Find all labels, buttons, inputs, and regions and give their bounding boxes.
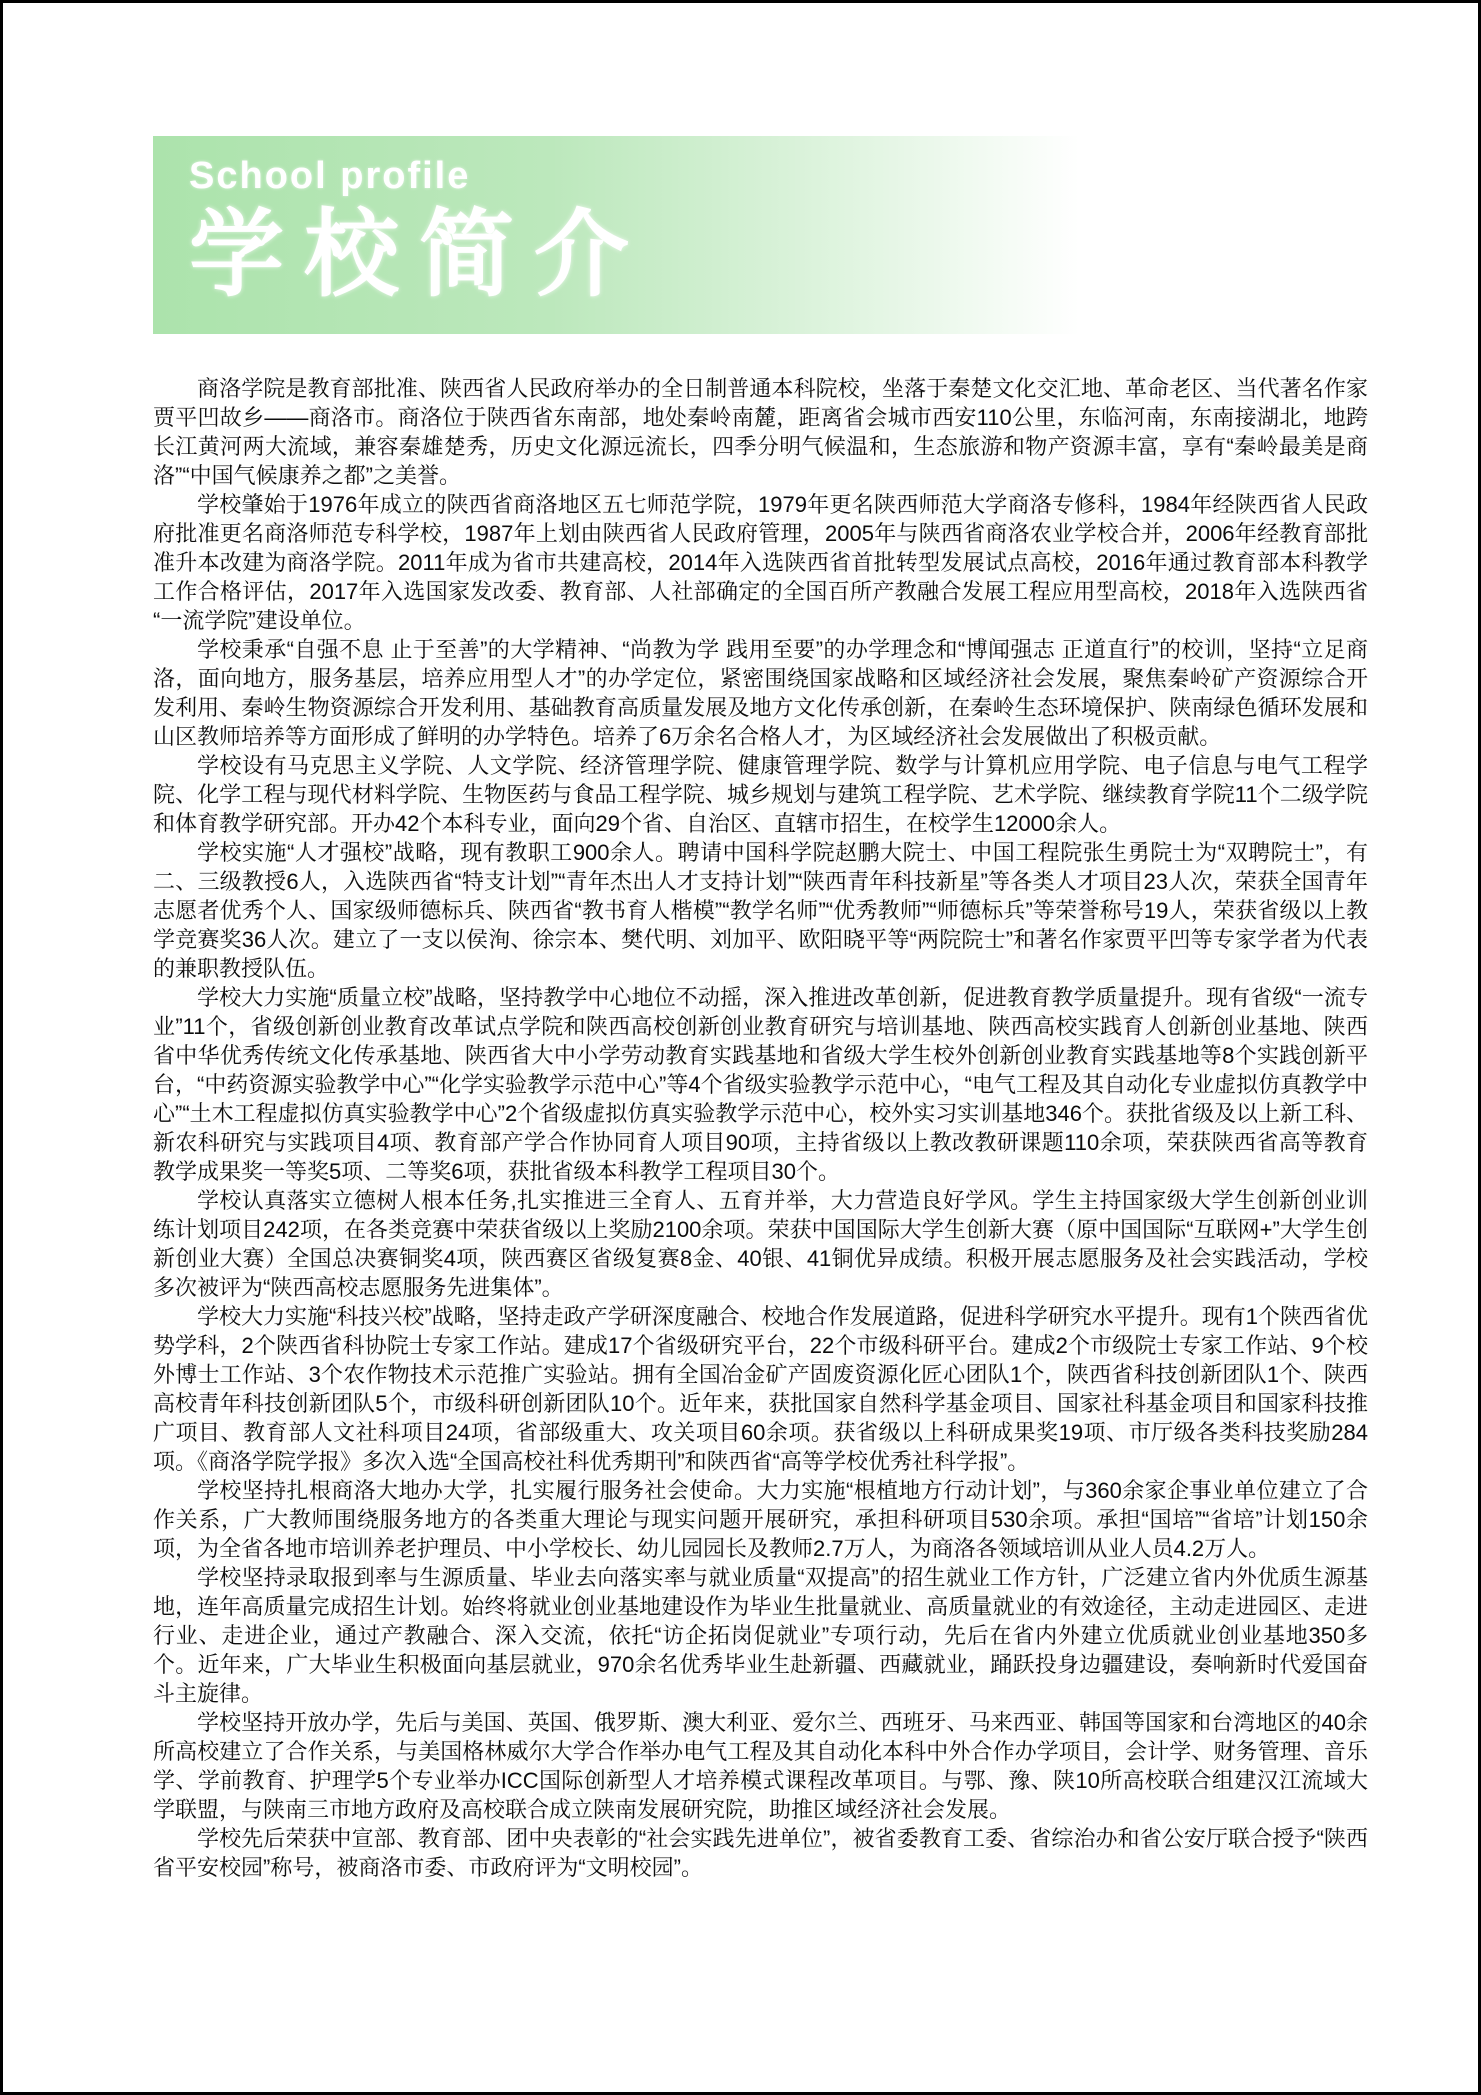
- paragraph: 学校坚持扎根商洛大地办大学，扎实履行服务社会使命。大力实施“根植地方行动计划”，与360余家企事业单位建立了合作关系，广大教师围绕服务地方的各类重大理论与现实问题开展研究，承担科研项目530余项。承担“国培”“省培”计划150余项，为全省各地市培训养老护理员、中小学校长、幼儿园园长及教师2.7万人，为商洛各领域培训从业人员4.2万人。: [153, 1478, 1368, 1561]
- header-banner: [153, 136, 1477, 334]
- page-title: 学校简介: [189, 201, 650, 308]
- paragraph: 学校大力实施“质量立校”战略，坚持教学中心地位不动摇，深入推进改革创新，促进教育教学质量提升。现有省级“一流专业”11个，省级创新创业教育改革试点学院和陕西高校创新创业教育研究与培训基地、陕西高校实践育人创新创业基地、陕西省中华优秀传统文化传承基地、陕西省大中小学劳动教育实践基地和省级大学生校外创新创业教育实践基地等8个实践创新平台，“中药资源实验教学中心”“化学实验教学示范中心”等4个省级实验教学示范中心，“电气工程及其自动化专业虚拟仿真教学中心”“土木工程虚拟仿真实验教学中心”2个省级虚拟仿真实验教学示范中心，校外实习实训基地346个。获批省级及以上新工科、新农科研究与实践项目4项、教育部产学合作协同育人项目90项，主持省级以上教改教研课题110余项，荣获陕西省高等教育教学成果奖一等奖5项、二等奖6项，获批省级本科教学工程项目30个。: [153, 985, 1368, 1184]
- paragraph: 学校先后荣获中宣部、教育部、团中央表彰的“社会实践先进单位”，被省委教育工委、省综治办和省公安厅联合授予“陕西省平安校园”称号，被商洛市委、市政府评为“文明校园”。: [153, 1826, 1368, 1880]
- paragraph: 学校秉承“自强不息 止于至善”的大学精神、“尚教为学 践用至要”的办学理念和“博闻强志 正道直行”的校训，坚持“立足商洛，面向地方，服务基层，培养应用型人才”的办学定位，紧密围绕国家战略和区域经济社会发展，聚焦秦岭矿产资源综合开发利用、秦岭生物资源综合开发利用、基础教育高质量发展及地方文化传承创新，在秦岭生态环境保护、陕南绿色循环发展和山区教师培养等方面形成了鲜明的办学特色。培养了6万余名合格人才，为区域经济社会发展做出了积极贡献。: [153, 637, 1368, 749]
- paragraph: 学校设有马克思主义学院、人文学院、经济管理学院、健康管理学院、数学与计算机应用学院、电子信息与电气工程学院、化学工程与现代材料学院、生物医药与食品工程学院、城乡规划与建筑工程学院、艺术学院、继续教育学院11个二级学院和体育教学研究部。开办42个本科专业，面向29个省、自治区、直辖市招生，在校学生12000余人。: [153, 753, 1368, 836]
- school-profile-text: [153, 374, 1368, 1882]
- paragraph: 商洛学院是教育部批准、陕西省人民政府举办的全日制普通本科院校，坐落于秦楚文化交汇地、革命老区、当代著名作家贾平凹故乡——商洛市。商洛位于陕西省东南部，地处秦岭南麓，距离省会城市西安110公里，东临河南，东南接湖北，地跨长江黄河两大流域，兼容秦雄楚秀，历史文化源远流长，四季分明气候温和，生态旅游和物产资源丰富，享有“秦岭最美是商洛”“中国气候康养之都”之美誉。: [153, 376, 1368, 488]
- paragraph: 学校实施“人才强校”战略，现有教职工900余人。聘请中国科学院赵鹏大院士、中国工程院张生勇院士为“双聘院士”，有二、三级教授6人，入选陕西省“特支计划”“青年杰出人才支持计划”“陕西青年科技新星”等各类人才项目23人次，荣获全国青年志愿者优秀个人、国家级师德标兵、陕西省“教书育人楷模”“教学名师”“优秀教师”“师德标兵”等荣誉称号19人，荣获省级以上教学竞赛奖36人次。建立了一支以侯洵、徐宗本、樊代明、刘加平、欧阳晓平等“两院院士”和著名作家贾平凹等专家学者为代表的兼职教授队伍。: [153, 840, 1368, 981]
- header-title-en: School profile: [189, 155, 471, 197]
- paragraph: 学校坚持录取报到率与生源质量、毕业去向落实率与就业质量“双提高”的招生就业工作方针，广泛建立省内外优质生源基地，连年高质量完成招生计划。始终将就业创业基地建设作为毕业生批量就业、高质量就业的有效途径，主动走进园区、走进行业、走进企业，通过产教融合、深入交流，依托“访企拓岗促就业”专项行动，先后在省内外建立优质就业创业基地350多个。近年来，广大毕业生积极面向基层就业，970余名优秀毕业生赴新疆、西藏就业，踊跃投身边疆建设，奏响新时代爱国奋斗主旋律。: [153, 1565, 1368, 1706]
- paragraph: 学校肇始于1976年成立的陕西省商洛地区五七师范学院，1979年更名陕西师范大学商洛专修科，1984年经陕西省人民政府批准更名商洛师范专科学校，1987年上划由陕西省人民政府管理，2005年与陕西省商洛农业学校合并，2006年经教育部批准升本改建为商洛学院。2011年成为省市共建高校，2014年入选陕西省首批转型发展试点高校，2016年通过教育部本科教学工作合格评估，2017年入选国家发改委、教育部、人社部确定的全国百所产教融合发展工程应用型高校，2018年入选陕西省“一流学院”建设单位。: [153, 492, 1368, 633]
- paragraph: 学校坚持开放办学，先后与美国、英国、俄罗斯、澳大利亚、爱尔兰、西班牙、马来西亚、韩国等国家和台湾地区的40余所高校建立了合作关系，与美国格林威尔大学合作举办电气工程及其自动化本科中外合作办学项目，会计学、财务管理、音乐学、学前教育、护理学5个专业举办ICC国际创新型人才培养模式课程改革项目。与鄂、豫、陕10所高校联合组建汉江流域大学联盟，与陕南三市地方政府及高校联合成立陕南发展研究院，助推区域经济社会发展。: [153, 1710, 1368, 1822]
- paragraph: 学校认真落实立德树人根本任务,扎实推进三全育人、五育并举，大力营造良好学风。学生主持国家级大学生创新创业训练计划项目242项，在各类竞赛中荣获省级以上奖励2100余项。荣获中国国际大学生创新大赛（原中国国际“互联网+”大学生创新创业大赛）全国总决赛铜奖4项，陕西赛区省级复赛8金、40银、41铜优异成绩。积极开展志愿服务及社会实践活动，学校多次被评为“陕西高校志愿服务先进集体”。: [153, 1188, 1368, 1300]
- paragraph: 学校大力实施“科技兴校”战略，坚持走政产学研深度融合、校地合作发展道路，促进科学研究水平提升。现有1个陕西省优势学科，2个陕西省科协院士专家工作站。建成17个省级研究平台，22个市级科研平台。建成2个市级院士专家工作站、9个校外博士工作站、3个农作物技术示范推广实验站。拥有全国冶金矿产固废资源化匠心团队1个，陕西省科技创新团队1个、陕西高校青年科技创新团队5个，市级科研创新团队10个。近年来，获批国家自然科学基金项目、国家社科基金项目和国家科技推广项目、教育部人文社科项目24项，省部级重大、攻关项目60余项。获省级以上科研成果奖19项、市厅级各类科技奖励284项。《商洛学院学报》多次入选“全国高校社科优秀期刊”和陕西省“高等学校优秀社科学报”。: [153, 1304, 1368, 1474]
